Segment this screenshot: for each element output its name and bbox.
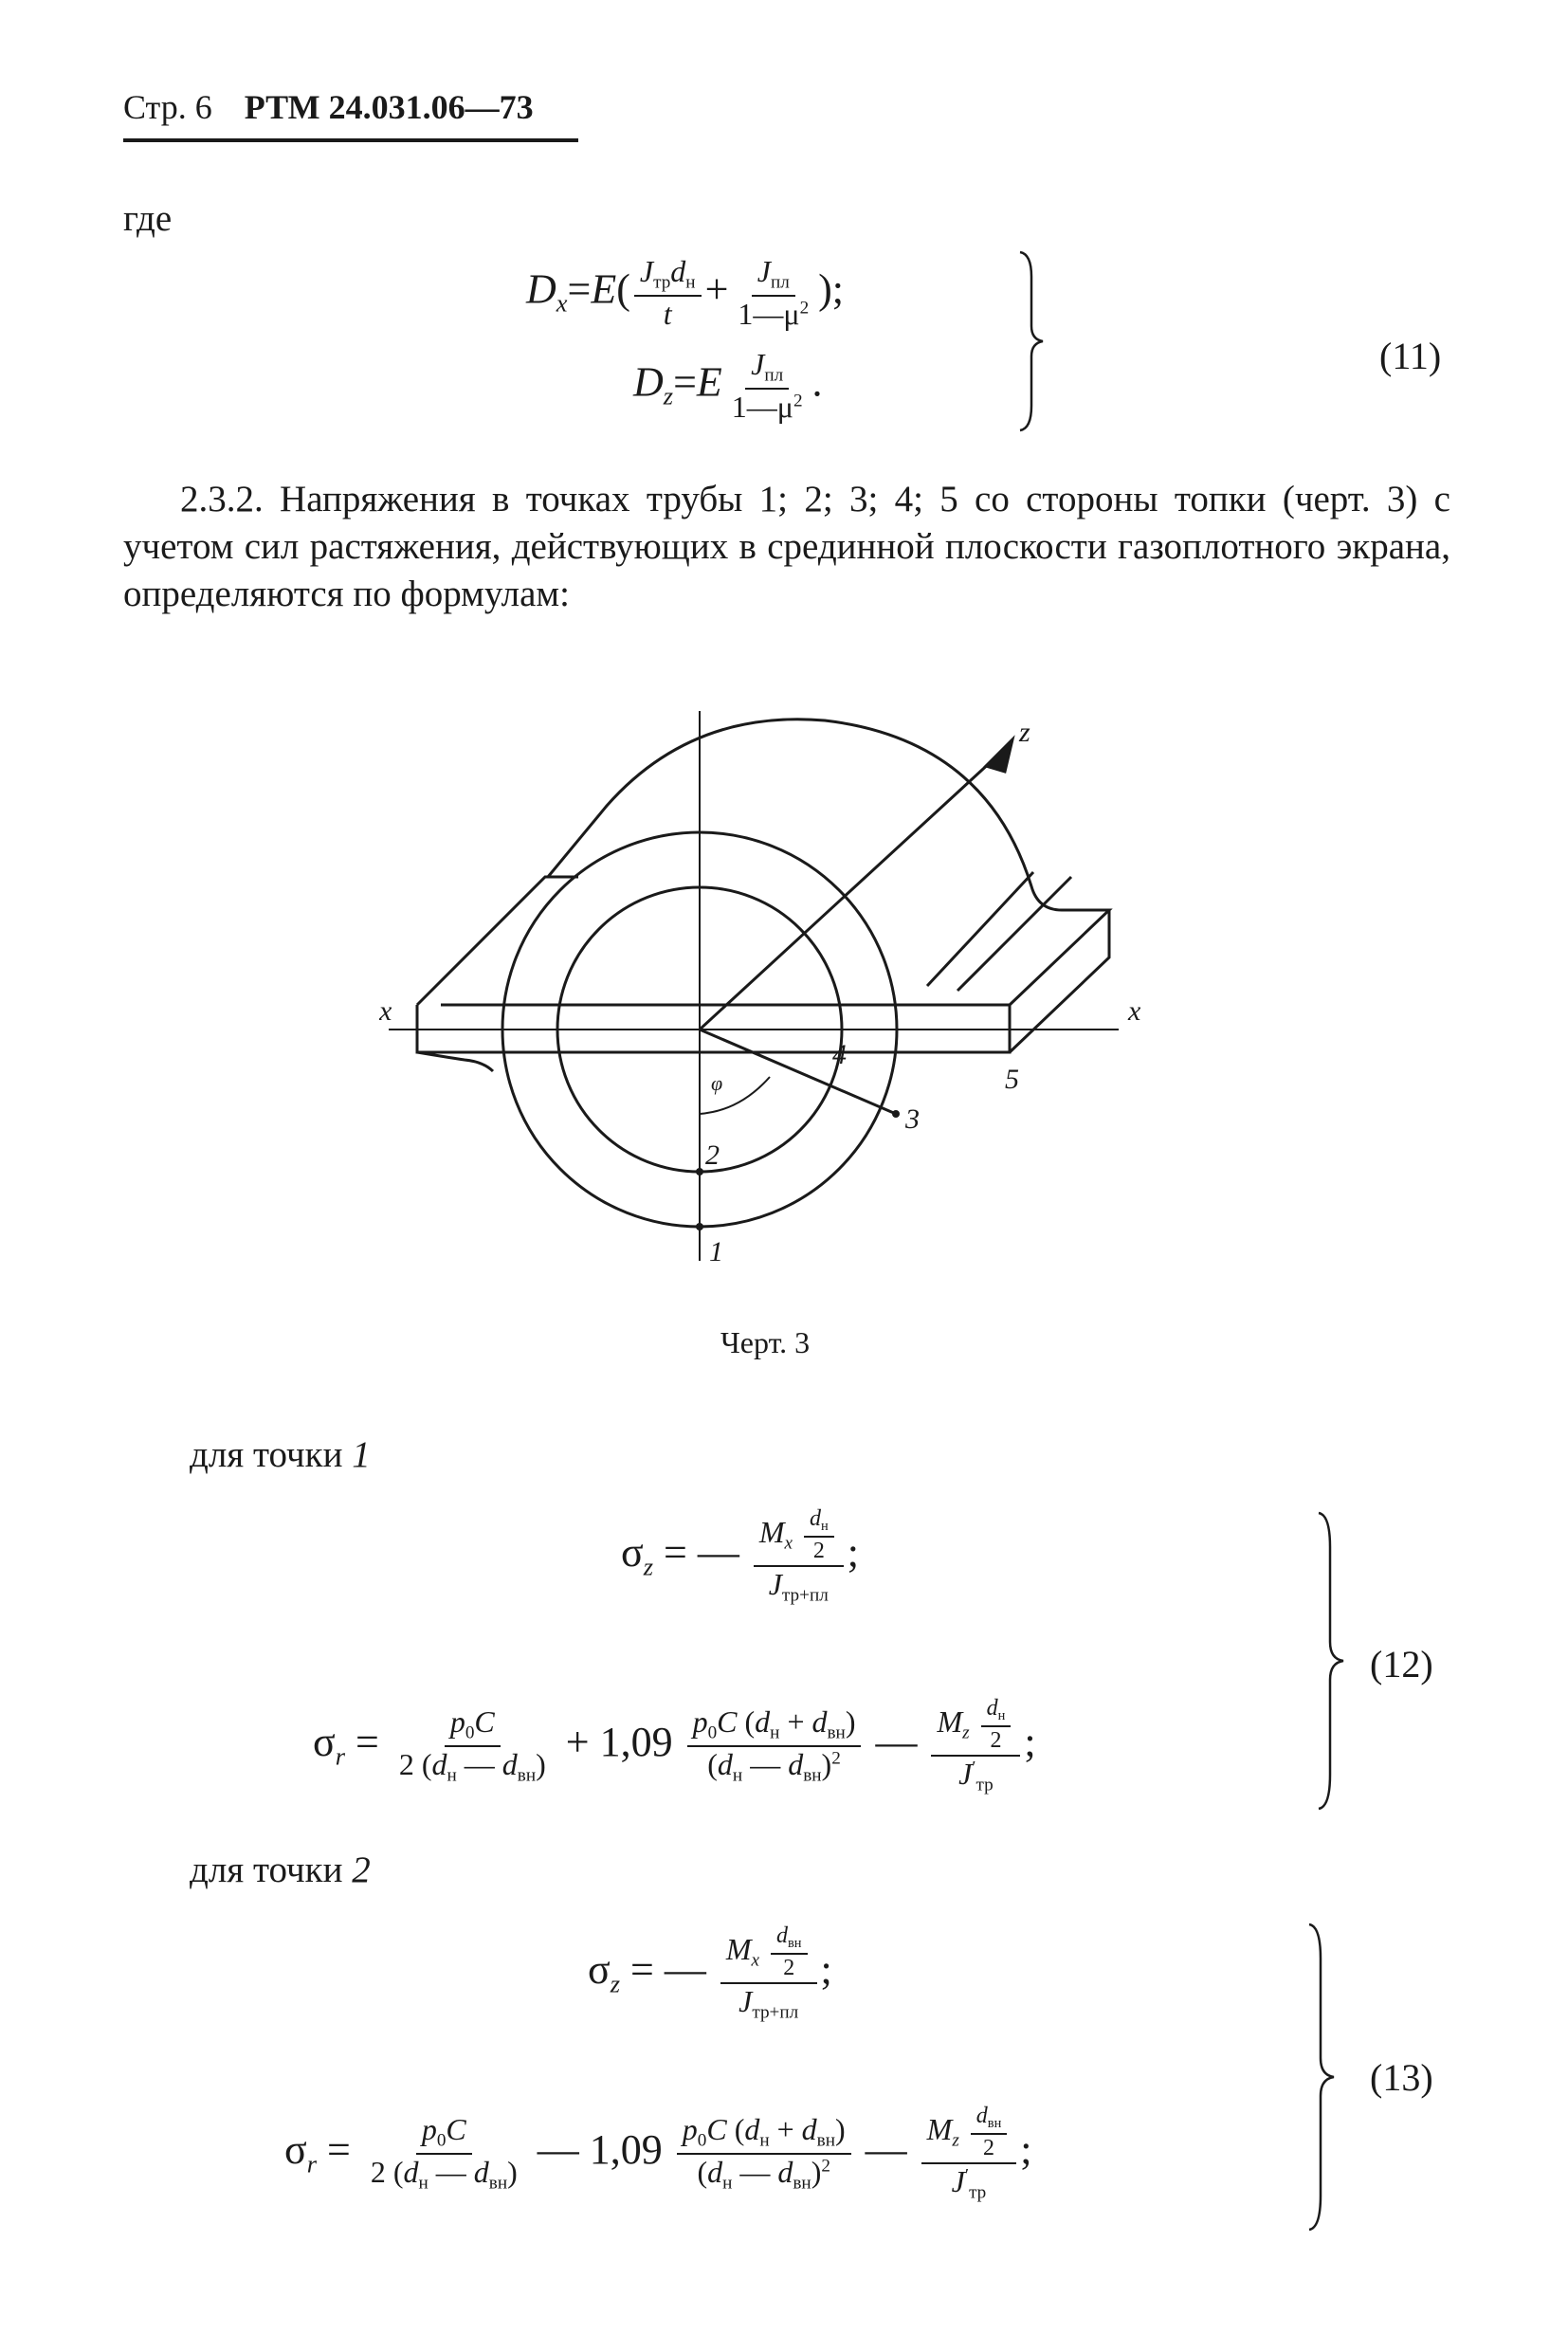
label-z: z (1019, 717, 1030, 748)
label-x-left: x (379, 995, 392, 1027)
label-point-1: 1 (709, 1236, 723, 1267)
radius-line (700, 1030, 896, 1114)
equation-11-dx: $D_x=E$( $\frac{J_{тр}d_н}{t}$ + $\frac{J_{пл}}{1—\mu^2}$ ); (526, 254, 845, 331)
figure-caption: Черт. 3 (720, 1325, 811, 1359)
plate-right-edge (1010, 910, 1109, 1052)
equation-12-sigma-r: $\sigma_r$ = $\frac{p_0C}{2 (d_н — d_{вн})}$ + 1,09 $\frac{p_0C (d_н + d_{вн})}{(d_н — d_{вн})^2}$ — $M_z$ $\frac{d_н}{2}$ $J'_{тр}$ ; (313, 1696, 1036, 1796)
axis-z-arrow (986, 739, 1012, 772)
fraction-jpl-over-mu: $\frac{J_{пл}}{1—\mu^2}$ (738, 254, 810, 331)
equation-11-number: (11) (1379, 335, 1442, 377)
fraction-jtr-dn-over-t: $\frac{J_{тр}d_н}{t}$ (634, 256, 702, 330)
label-x-right: x (1128, 995, 1141, 1027)
label-phi: φ (711, 1071, 723, 1095)
equation-13-sigma-r: $\sigma_r$ = $\frac{p_0C}{2 (d_н — d_{вн})}$ — 1,09 $\frac{p_0C (d_н + d_{вн})}{(d_н — d_{вн})^2}$ — $M_z$ $\frac{d_{вн}}{2}$ $J'_{тр}$ ; (284, 2104, 1032, 2204)
equation-12-number: (12) (1370, 1643, 1433, 1686)
equation-11-brace (1012, 248, 1050, 434)
label-point-4: 4 (832, 1039, 847, 1070)
point-1-marker (696, 1223, 703, 1230)
where-word: где (123, 198, 173, 239)
header-rule (123, 138, 578, 142)
point-1-heading: для точки 1 (190, 1434, 371, 1475)
paragraph-2-3-2: 2.3.2. Напряжения в точках трубы 1; 2; 3; 4; 5 со стороны топки (черт. 3) с учетом сил растяжения, действующих в срединной плоскости газоплотного экрана, определяются по формулам: (123, 479, 1450, 614)
label-point-2: 2 (705, 1139, 720, 1171)
equation-13-sigma-z: $\sigma_z$ = — $M_x$ $\frac{d_{вн}}{2}$ $J_{тр+пл}$ ; (588, 1923, 832, 2024)
equation-12-sigma-z: $\sigma_z$ = — $M_x$ $\frac{d_н}{2}$ $J_{тр+пл}$ ; (621, 1506, 859, 1607)
point-2-heading: для точки 2 (190, 1850, 371, 1890)
label-point-3: 3 (905, 1103, 920, 1135)
page-number: Стр. 6 (123, 88, 212, 126)
point-3-marker (892, 1110, 900, 1118)
document-code: РТМ 24.031.06—73 (244, 88, 534, 126)
drawing-3 (379, 683, 1166, 1289)
equation-12-brace (1313, 1509, 1351, 1813)
fraction-jpl-over-mu-2: $\frac{J_{пл}}{1—\mu^2}$ (731, 347, 803, 424)
label-point-5: 5 (1005, 1064, 1019, 1095)
equation-13-brace (1304, 1921, 1341, 2233)
point-2-marker (696, 1168, 703, 1176)
page-header (123, 87, 534, 127)
equation-11-dz: $D_z=E$ $\frac{J_{пл}}{1—\mu^2}$ . (633, 347, 823, 424)
equation-13-number: (13) (1370, 2056, 1433, 2099)
